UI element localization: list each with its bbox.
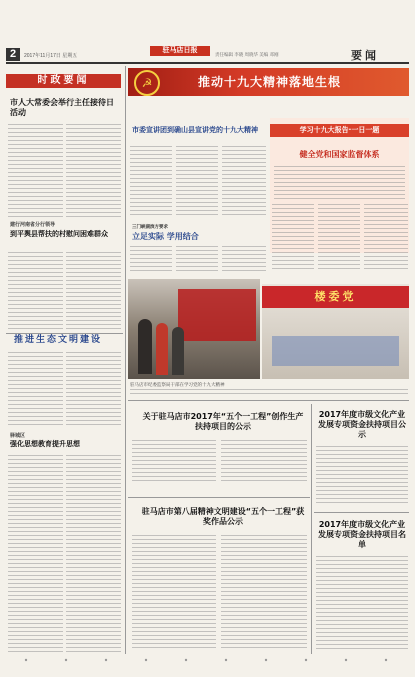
left-story3-body-a bbox=[8, 352, 63, 428]
notice1-title: 关于驻马店市2017年“五个一工程”创作生产扶持项目的公示 bbox=[142, 412, 304, 431]
center-story1-body-b bbox=[176, 146, 218, 218]
date-line: 2017年11月17日 星期五 bbox=[24, 53, 78, 59]
left-story4-body-a bbox=[8, 455, 63, 653]
notice1-body-b bbox=[221, 440, 307, 484]
study-panel-body bbox=[274, 166, 405, 200]
center-story2-body-c bbox=[222, 246, 266, 274]
notice-divider-3 bbox=[314, 512, 409, 513]
left-story2-title: 到平舆县帮扶的村慰问困难群众 bbox=[10, 230, 108, 238]
notice3-body bbox=[316, 446, 408, 506]
theme-banner-title: 推动十九大精神落地生根 bbox=[198, 75, 342, 89]
left-story3-title: 推进生态文明建设 bbox=[14, 335, 103, 345]
left-story4-kicker: 驿城区 bbox=[10, 433, 26, 439]
notice-divider bbox=[128, 400, 409, 401]
photo-caption: 驻马店市纪委监察局干部在学习党的十九大精神 bbox=[130, 382, 225, 387]
study-panel-title: 健全党和国家监督体系 bbox=[299, 150, 380, 159]
news-photo-left bbox=[128, 279, 260, 379]
column-divider bbox=[125, 66, 126, 654]
left-story4-body-b bbox=[66, 455, 121, 653]
left-story2-body-b bbox=[66, 252, 121, 330]
notice2-body-a bbox=[132, 535, 216, 650]
center-story2-title: 立足实际 学用结合 bbox=[132, 232, 199, 241]
section-title: 要 闻 bbox=[351, 50, 377, 62]
left-story1-title: 市人大常委会举行主任接待日活动 bbox=[10, 98, 114, 117]
left-story3-body-b bbox=[66, 352, 121, 428]
left-story4-title: 强化思想教育提升思想 bbox=[10, 440, 80, 448]
notice-column-divider bbox=[311, 404, 312, 654]
left-story2-kicker: 建行河南省分行领导 bbox=[10, 222, 56, 228]
masthead: 驻马店日报 bbox=[150, 46, 210, 56]
center-story1-body-c bbox=[222, 146, 266, 218]
left-divider-1 bbox=[6, 333, 123, 334]
study-panel-col-b bbox=[318, 204, 360, 272]
center-story2-body-a bbox=[130, 246, 172, 274]
theme-banner bbox=[128, 68, 409, 96]
notice2-title: 驻马店市第八届精神文明建设“五个一工程”获奖作品公示 bbox=[141, 507, 305, 526]
center-story1-title: 市委宣讲团到确山县宣讲党的十九大精神 bbox=[132, 126, 258, 134]
center-story2-body-b bbox=[176, 246, 218, 274]
notice3-title: 2017年度市级文化产业发展专项资金扶持项目公示 bbox=[318, 410, 406, 439]
photo-banner: 楼委党 bbox=[262, 286, 409, 308]
study-panel-col-a bbox=[272, 204, 314, 272]
left-story1-body-a bbox=[8, 124, 63, 218]
notice-divider-2 bbox=[128, 497, 310, 498]
study-tag: 学习十九大报告·一日一题 bbox=[270, 124, 409, 137]
notice2-body-b bbox=[221, 535, 307, 650]
photo-caption-extra bbox=[130, 389, 408, 396]
party-emblem-icon: ☭ bbox=[134, 70, 160, 96]
footer-ornament bbox=[6, 657, 409, 663]
editor-line: 责任编辑 李晓 周晓华 美编 邓刚 bbox=[215, 52, 279, 57]
notice4-body bbox=[316, 556, 408, 652]
header-rule bbox=[6, 62, 409, 64]
politics-banner: 时政要闻 bbox=[6, 74, 121, 88]
notice1-body-a bbox=[132, 440, 216, 484]
notice4-title: 2017年度市级文化产业发展专项资金扶持项目名单 bbox=[318, 520, 406, 549]
left-story2-body-a bbox=[8, 252, 63, 330]
study-panel-col-c bbox=[364, 204, 408, 272]
center-story1-body-a bbox=[130, 146, 172, 218]
left-story1-body-b bbox=[66, 124, 121, 218]
page-number: 2 bbox=[6, 48, 20, 61]
center-story2-kicker: 三门峡湖滨方要求 bbox=[132, 225, 168, 230]
